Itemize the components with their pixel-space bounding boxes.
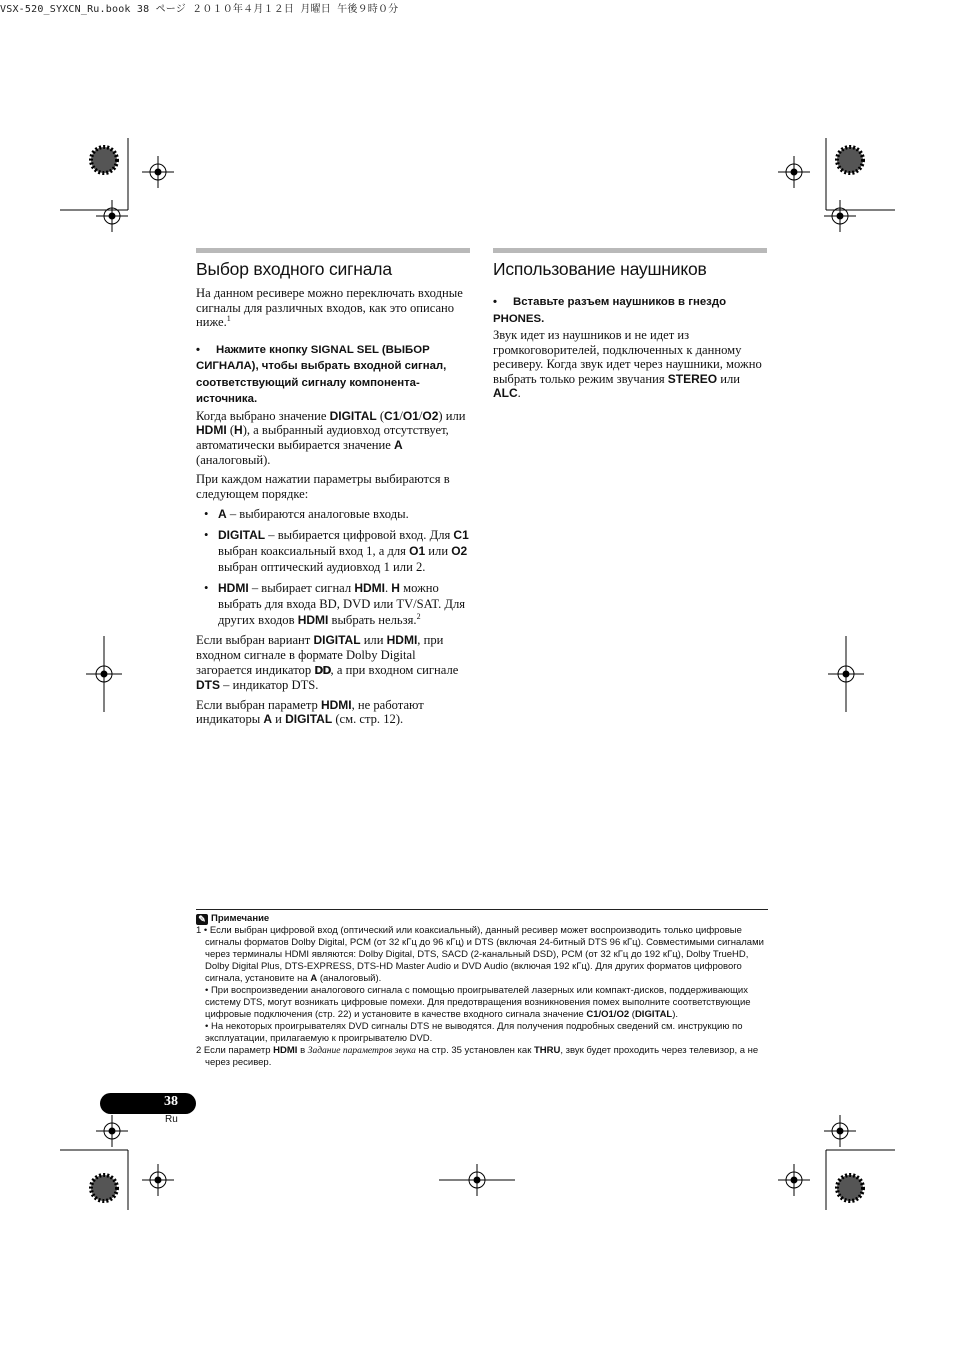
paragraph-digital: Когда выбрано значение DIGITAL (C1/O1/O2) или HDMI (H), а выбранный аудиовход отсутствует, автоматически выбирается значение A (аналоговый). <box>196 408 466 467</box>
footnote-ref: 1 <box>226 314 231 323</box>
note-1: 1 • Если выбран цифровой вход (оптический или коаксиальный), данный ресивер может воспроизводить только цифровые сигналы форматов Dolby Digital, PCM (от 32 кГц до 96 кГц) и DTS (включая 24-битный DTS 96 кГц). Совместимыми сигналами через терминалы HDMI являются: Dolby Digital, DTS, SACD (2-канальный DSD), PCM (от 32 кГц до 192 кГц), Dolby TrueHD, Dolby Digital Plus, DTS-EXPRESS, DTS-HD Master Audio и DVD Audio (включая 192 кГц). Для других форматов цифрового сигнала, установите на A (аналоговый). <box>196 925 764 984</box>
print-header: VSX-520_SYXCN_Ru.book 38 ページ ２０１０年４月１２日 月曜日 午後９時０分 <box>0 4 399 15</box>
notes-section <box>196 909 768 1069</box>
footnote-ref: 2 <box>416 612 421 622</box>
step-instruction: • Нажмите кнопку SIGNAL SEL (ВЫБОР СИГНАЛА), чтобы выбрать входной сигнал, соответствующий сигналу компонента-источника. <box>196 343 447 406</box>
dolby-digital-icon: DD <box>314 663 331 677</box>
paragraph-headphones: Звук идет из наушников и не идет из громкоговорителей, подключенных к данному ресиверу. Когда звук идет через наушники, можно выбрать только режим звучания STEREO или ALC. <box>493 328 762 401</box>
note-1c: • На некоторых проигрывателях DVD сигналы DTS не выводятся. Для получения подробных сведений см. инструкцию по эксплуатации, прилагаемую к проигрывателю DVD. <box>205 1021 743 1044</box>
list-item: • DIGITAL – выбирается цифровой вход. Для C1 выбран коаксиальный вход 1, а для O1 или O2 выбран оптический аудиовход 1 или 2. <box>218 527 470 575</box>
section-bar <box>493 248 767 253</box>
note-icon: ✎ <box>196 914 208 925</box>
left-column <box>196 248 470 732</box>
note-1b: • При воспроизведении аналогового сигнала с помощью проигрывателей лазерных или компакт-дисков, поддерживающих систему DTS, могут возникать цифровые помехи. Для предотвращения возникновения помех выполните соответствующие цифровые подключения (стр. 22) и установите в качестве входного сигнала значение C1/O1/O2 (DIGITAL). <box>205 985 751 1020</box>
paragraph-order: При каждом нажатии параметры выбираются в следующем порядке: <box>196 472 450 501</box>
list-item: • HDMI – выбирает сигнал HDMI. H можно выбрать для входа BD, DVD или TV/SAT. Для других входов HDMI выбрать нельзя.$^2$ <box>218 580 470 628</box>
section-title-input-signal: Выбор входного сигнала <box>196 259 392 279</box>
paragraph-hdmi: Если выбран параметр HDMI, не работают индикаторы A и DIGITAL (см. стр. 12). <box>196 697 424 727</box>
intro-paragraph: На данном ресивере можно переключать входные сигналы для различных входов, как это описано ниже.$^1$ <box>196 286 463 330</box>
right-column <box>493 248 767 406</box>
paragraph-indicators: Если выбран вариант DIGITAL или HDMI, при входном сигнале в формате Dolby Digital загорается индикатор DD, а при входном сигнале DTS – индикатор DTS. <box>196 633 459 693</box>
option-list <box>196 506 470 628</box>
step-instruction: • Вставьте разъем наушников в гнездо PHONES. <box>493 296 727 325</box>
page-number-badge <box>100 1093 196 1114</box>
language-code: Ru <box>165 1114 178 1125</box>
notes-title: ✎ Примечание <box>196 913 768 925</box>
note-2: 2 Если параметр HDMI в Задание параметров звука на стр. 35 установлен как THRU, звук будет проходить через телевизор, а не через ресивер. <box>196 1045 759 1068</box>
section-bar <box>196 248 470 253</box>
list-item: • A – выбираются аналоговые входы. <box>218 506 470 522</box>
section-title-headphones: Использование наушников <box>493 259 707 279</box>
page-number: 38 <box>164 1094 178 1109</box>
